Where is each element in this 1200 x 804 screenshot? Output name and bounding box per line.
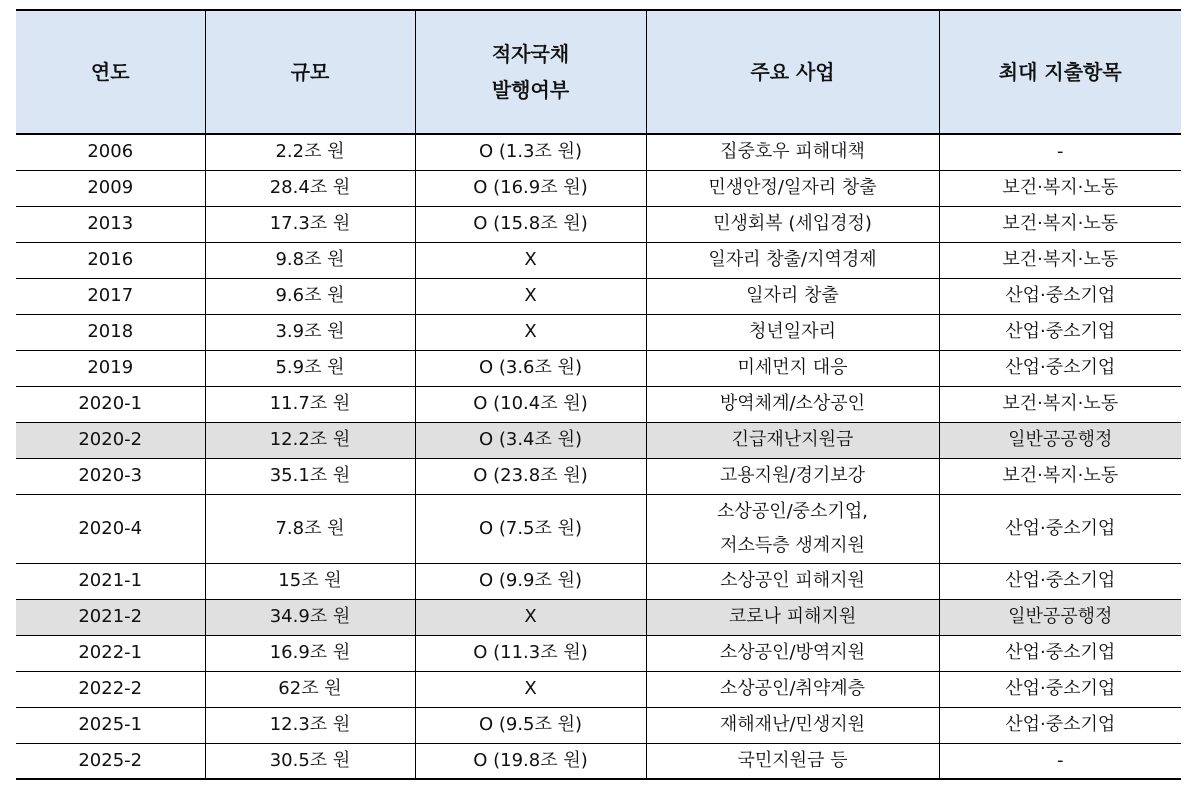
table-row bbox=[16, 707, 1181, 743]
cell-year: 2020-3 bbox=[16, 458, 205, 494]
table-row bbox=[16, 671, 1181, 707]
table-row bbox=[16, 494, 1181, 563]
cell-expense: 산업·중소기업 bbox=[939, 350, 1181, 386]
table-row bbox=[16, 563, 1181, 599]
table-row bbox=[16, 206, 1181, 242]
cell-expense: 보건·복지·노동 bbox=[939, 170, 1181, 206]
cell-size: 35.1조 원 bbox=[205, 458, 415, 494]
cell-deficit: X bbox=[415, 278, 646, 314]
cell-year: 2013 bbox=[16, 206, 205, 242]
header-deficit-line2: 발행여부 bbox=[491, 78, 570, 102]
cell-deficit: O (3.6조 원) bbox=[415, 350, 646, 386]
cell-expense: 보건·복지·노동 bbox=[939, 242, 1181, 278]
header-main-project: 주요 사업 bbox=[646, 10, 939, 134]
cell-project: 일자리 창출/지역경제 bbox=[646, 242, 939, 278]
cell-size: 34.9조 원 bbox=[205, 599, 415, 635]
cell-project: 청년일자리 bbox=[646, 314, 939, 350]
table-row bbox=[16, 743, 1181, 779]
table-row bbox=[16, 386, 1181, 422]
cell-expense: 일반공공행정 bbox=[939, 422, 1181, 458]
cell-project bbox=[646, 494, 939, 563]
header-size: 규모 bbox=[205, 10, 415, 134]
cell-deficit: O (7.5조 원) bbox=[415, 494, 646, 563]
cell-size: 15조 원 bbox=[205, 563, 415, 599]
header-deficit-bond bbox=[415, 10, 646, 134]
cell-expense: 산업·중소기업 bbox=[939, 563, 1181, 599]
cell-size: 16.9조 원 bbox=[205, 635, 415, 671]
cell-year: 2019 bbox=[16, 350, 205, 386]
cell-project: 방역체계/소상공인 bbox=[646, 386, 939, 422]
cell-project: 재해재난/민생지원 bbox=[646, 707, 939, 743]
cell-project: 고용지원/경기보강 bbox=[646, 458, 939, 494]
cell-year: 2022-2 bbox=[16, 671, 205, 707]
cell-size: 62조 원 bbox=[205, 671, 415, 707]
cell-project: 소상공인/취약계층 bbox=[646, 671, 939, 707]
cell-size: 9.8조 원 bbox=[205, 242, 415, 278]
cell-expense: 산업·중소기업 bbox=[939, 707, 1181, 743]
cell-deficit: O (19.8조 원) bbox=[415, 743, 646, 779]
cell-expense: 산업·중소기업 bbox=[939, 494, 1181, 563]
cell-year: 2017 bbox=[16, 278, 205, 314]
cell-year: 2021-2 bbox=[16, 599, 205, 635]
cell-year: 2025-1 bbox=[16, 707, 205, 743]
cell-project: 코로나 피해지원 bbox=[646, 599, 939, 635]
cell-project: 국민지원금 등 bbox=[646, 743, 939, 779]
cell-expense: 보건·복지·노동 bbox=[939, 458, 1181, 494]
cell-project: 미세먼지 대응 bbox=[646, 350, 939, 386]
cell-year: 2018 bbox=[16, 314, 205, 350]
cell-project: 민생안정/일자리 창출 bbox=[646, 170, 939, 206]
cell-year: 2021-1 bbox=[16, 563, 205, 599]
supplementary-budget-table-container bbox=[16, 9, 1181, 780]
cell-size: 12.3조 원 bbox=[205, 707, 415, 743]
table-row bbox=[16, 458, 1181, 494]
supplementary-budget-table bbox=[16, 9, 1181, 780]
cell-project: 일자리 창출 bbox=[646, 278, 939, 314]
cell-size: 3.9조 원 bbox=[205, 314, 415, 350]
cell-year: 2022-1 bbox=[16, 635, 205, 671]
table-row bbox=[16, 278, 1181, 314]
cell-size: 7.8조 원 bbox=[205, 494, 415, 563]
table-row bbox=[16, 350, 1181, 386]
cell-size: 9.6조 원 bbox=[205, 278, 415, 314]
cell-deficit: X bbox=[415, 314, 646, 350]
cell-deficit: O (9.9조 원) bbox=[415, 563, 646, 599]
cell-deficit: O (3.4조 원) bbox=[415, 422, 646, 458]
cell-expense: - bbox=[939, 743, 1181, 779]
cell-project: 소상공인/방역지원 bbox=[646, 635, 939, 671]
cell-size: 28.4조 원 bbox=[205, 170, 415, 206]
cell-project: 소상공인 피해지원 bbox=[646, 563, 939, 599]
cell-project: 집중호우 피해대책 bbox=[646, 134, 939, 170]
cell-year: 2016 bbox=[16, 242, 205, 278]
cell-deficit: X bbox=[415, 599, 646, 635]
cell-year: 2020-1 bbox=[16, 386, 205, 422]
cell-expense: 산업·중소기업 bbox=[939, 314, 1181, 350]
cell-expense: 보건·복지·노동 bbox=[939, 206, 1181, 242]
table-header bbox=[16, 10, 1181, 134]
cell-deficit: O (15.8조 원) bbox=[415, 206, 646, 242]
table-row bbox=[16, 134, 1181, 170]
cell-expense: 보건·복지·노동 bbox=[939, 386, 1181, 422]
cell-deficit: O (23.8조 원) bbox=[415, 458, 646, 494]
table-row bbox=[16, 635, 1181, 671]
cell-year: 2006 bbox=[16, 134, 205, 170]
cell-project: 긴급재난지원금 bbox=[646, 422, 939, 458]
table-row-highlighted bbox=[16, 422, 1181, 458]
cell-project-line1: 소상공인/중소기업, bbox=[717, 500, 868, 522]
cell-project: 민생회복 (세입경정) bbox=[646, 206, 939, 242]
cell-size: 30.5조 원 bbox=[205, 743, 415, 779]
cell-expense: 산업·중소기업 bbox=[939, 278, 1181, 314]
table-row-highlighted bbox=[16, 599, 1181, 635]
cell-year: 2009 bbox=[16, 170, 205, 206]
table-body bbox=[16, 134, 1181, 779]
cell-year: 2025-2 bbox=[16, 743, 205, 779]
cell-deficit: X bbox=[415, 671, 646, 707]
table-row bbox=[16, 242, 1181, 278]
header-year: 연도 bbox=[16, 10, 205, 134]
cell-expense: 산업·중소기업 bbox=[939, 635, 1181, 671]
header-top-expense: 최대 지출항목 bbox=[939, 10, 1181, 134]
cell-size: 12.2조 원 bbox=[205, 422, 415, 458]
cell-expense: 산업·중소기업 bbox=[939, 671, 1181, 707]
table-row bbox=[16, 170, 1181, 206]
cell-expense: 일반공공행정 bbox=[939, 599, 1181, 635]
cell-deficit: O (16.9조 원) bbox=[415, 170, 646, 206]
cell-expense: - bbox=[939, 134, 1181, 170]
cell-year: 2020-4 bbox=[16, 494, 205, 563]
cell-deficit: O (11.3조 원) bbox=[415, 635, 646, 671]
cell-deficit: O (10.4조 원) bbox=[415, 386, 646, 422]
cell-project-line2: 저소득층 생계지원 bbox=[720, 534, 865, 556]
cell-size: 5.9조 원 bbox=[205, 350, 415, 386]
cell-deficit: X bbox=[415, 242, 646, 278]
cell-deficit: O (1.3조 원) bbox=[415, 134, 646, 170]
cell-size: 11.7조 원 bbox=[205, 386, 415, 422]
cell-size: 2.2조 원 bbox=[205, 134, 415, 170]
cell-year: 2020-2 bbox=[16, 422, 205, 458]
table-row bbox=[16, 314, 1181, 350]
header-row bbox=[16, 10, 1181, 134]
cell-size: 17.3조 원 bbox=[205, 206, 415, 242]
cell-deficit: O (9.5조 원) bbox=[415, 707, 646, 743]
header-deficit-line1: 적자국채 bbox=[491, 42, 570, 66]
